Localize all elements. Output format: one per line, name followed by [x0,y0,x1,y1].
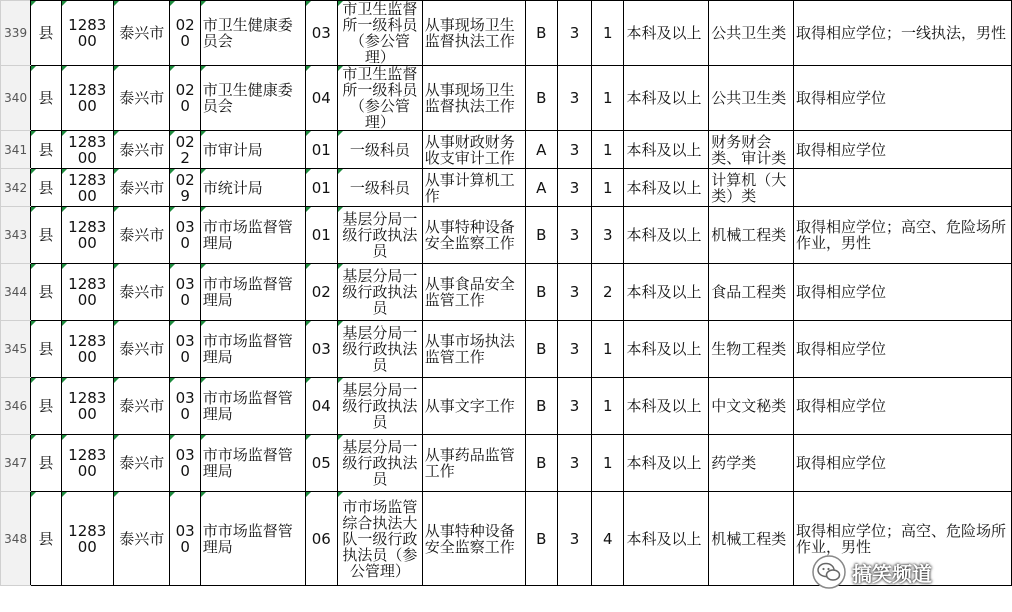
cell-category[interactable]: B [525,321,557,378]
cell-education[interactable]: 本科及以上 [624,321,709,378]
row-number[interactable]: 341 [1,131,31,169]
cell-pos-code[interactable]: 03 [305,321,337,378]
table-row [1,1,1012,66]
cell-education[interactable]: 本科及以上 [624,66,709,131]
row-number[interactable]: 339 [1,1,31,66]
cell-level[interactable]: 县 [31,1,61,66]
cell-num1[interactable]: 3 [557,378,591,435]
cell-pos-code[interactable]: 03 [305,1,337,66]
cell-level[interactable]: 县 [31,169,61,207]
cell-major[interactable]: 财务财会类、审计类 [709,131,794,169]
table-row [1,207,1012,264]
cell-pos-code[interactable]: 01 [305,169,337,207]
cell-education[interactable]: 本科及以上 [624,207,709,264]
cell-position[interactable]: 基层分局一级行政执法员 [337,321,422,378]
cell-num2[interactable]: 1 [592,378,624,435]
cell-duty[interactable]: 从事现场卫生监督执法工作 [422,1,525,66]
cell-level[interactable]: 县 [31,264,61,321]
cell-num2[interactable]: 1 [592,169,624,207]
cell-level[interactable]: 县 [31,321,61,378]
cell-category[interactable]: B [525,378,557,435]
cell-num2[interactable]: 1 [592,1,624,66]
cell-city[interactable]: 泰兴市 [113,264,170,321]
cell-category[interactable]: B [525,492,557,586]
cell-requirement[interactable]: 取得相应学位；高空、危险场所作业，男性 [793,492,1011,586]
cell-pos-code[interactable]: 05 [305,435,337,492]
cell-education[interactable]: 本科及以上 [624,378,709,435]
cell-dept[interactable]: 市卫生健康委员会 [200,1,305,66]
cell-num1[interactable]: 3 [557,492,591,586]
cell-num2[interactable]: 1 [592,131,624,169]
cell-dept-code[interactable]: 029 [170,169,200,207]
cell-requirement[interactable]: 取得相应学位 [793,321,1011,378]
cell-dept[interactable]: 市市场监督管理局 [200,378,305,435]
cell-dept-code[interactable]: 030 [170,207,200,264]
cell-position[interactable]: 基层分局一级行政执法员 [337,435,422,492]
cell-duty[interactable]: 从事特种设备安全监察工作 [422,492,525,586]
cell-position[interactable]: 基层分局一级行政执法员 [337,264,422,321]
cell-position[interactable]: 基层分局一级行政执法员 [337,378,422,435]
cell-major[interactable]: 药学类 [709,435,794,492]
cell-category[interactable]: B [525,207,557,264]
cell-dept-code[interactable]: 020 [170,66,200,131]
cell-level[interactable]: 县 [31,207,61,264]
cell-code[interactable]: 128300 [61,264,113,321]
cell-education[interactable]: 本科及以上 [624,1,709,66]
cell-city[interactable]: 泰兴市 [113,1,170,66]
cell-duty[interactable]: 从事计算机工作 [422,169,525,207]
cell-level[interactable]: 县 [31,435,61,492]
cell-num1[interactable]: 3 [557,169,591,207]
cell-dept-code[interactable]: 020 [170,1,200,66]
row-number[interactable]: 348 [1,492,31,586]
cell-duty[interactable]: 从事特种设备安全监察工作 [422,207,525,264]
cell-num1[interactable]: 3 [557,321,591,378]
row-number[interactable]: 344 [1,264,31,321]
cell-dept-code[interactable]: 022 [170,131,200,169]
cell-code[interactable]: 128300 [61,1,113,66]
cell-category[interactable]: B [525,435,557,492]
cell-num2[interactable]: 1 [592,435,624,492]
cell-num2[interactable]: 3 [592,207,624,264]
row-number[interactable]: 340 [1,66,31,131]
watermark-text: 搞笑频道 [852,561,932,586]
cell-category[interactable]: B [525,1,557,66]
table-row [1,66,1012,131]
cell-major[interactable]: 食品工程类 [709,264,794,321]
cell-category[interactable]: A [525,169,557,207]
cell-pos-code[interactable]: 01 [305,131,337,169]
cell-city[interactable]: 泰兴市 [113,492,170,586]
table-row [1,169,1012,207]
cell-requirement[interactable]: 取得相应学位 [793,378,1011,435]
cell-dept-code[interactable]: 030 [170,435,200,492]
cell-education[interactable]: 本科及以上 [624,169,709,207]
cell-code[interactable]: 128300 [61,207,113,264]
cell-num1[interactable]: 3 [557,66,591,131]
cell-duty[interactable]: 从事文字工作 [422,378,525,435]
cell-duty[interactable]: 从事财政财务收支审计工作 [422,131,525,169]
cell-code[interactable]: 128300 [61,66,113,131]
cell-level[interactable]: 县 [31,492,61,586]
cell-dept[interactable]: 市市场监督管理局 [200,435,305,492]
cell-major[interactable]: 生物工程类 [709,321,794,378]
cell-education[interactable]: 本科及以上 [624,131,709,169]
wechat-icon [812,555,846,589]
cell-education[interactable]: 本科及以上 [624,264,709,321]
cell-dept[interactable]: 市审计局 [200,131,305,169]
cell-dept[interactable]: 市市场监督管理局 [200,264,305,321]
cell-num1[interactable]: 3 [557,131,591,169]
row-number[interactable]: 345 [1,321,31,378]
table-row [1,321,1012,378]
cell-city[interactable]: 泰兴市 [113,435,170,492]
cell-dept[interactable]: 市卫生健康委员会 [200,66,305,131]
cell-requirement[interactable]: 取得相应学位 [793,66,1011,131]
cell-num2[interactable]: 1 [592,66,624,131]
cell-requirement[interactable]: 取得相应学位 [793,435,1011,492]
watermark [812,552,1008,592]
cell-requirement[interactable]: 取得相应学位；高空、危险场所作业，男性 [793,207,1011,264]
table-row [1,435,1012,492]
row-number[interactable]: 346 [1,378,31,435]
cell-num2[interactable]: 2 [592,264,624,321]
cell-level[interactable]: 县 [31,66,61,131]
cell-major[interactable]: 公共卫生类 [709,1,794,66]
table-row [1,378,1012,435]
cell-dept-code[interactable]: 030 [170,264,200,321]
cell-category[interactable]: A [525,131,557,169]
table-row [1,264,1012,321]
cell-dept[interactable]: 市统计局 [200,169,305,207]
cell-num1[interactable]: 3 [557,435,591,492]
cell-city[interactable]: 泰兴市 [113,131,170,169]
cell-requirement[interactable] [793,169,1011,207]
cell-code[interactable]: 128300 [61,321,113,378]
cell-pos-code[interactable]: 04 [305,66,337,131]
cell-dept[interactable]: 市市场监督管理局 [200,492,305,586]
cell-position[interactable]: 一级科员 [337,169,422,207]
cell-requirement[interactable]: 取得相应学位；一线执法，男性 [793,1,1011,66]
cell-dept-code[interactable]: 030 [170,492,200,586]
cell-category[interactable]: B [525,264,557,321]
cell-dept[interactable]: 市市场监督管理局 [200,321,305,378]
cell-dept-code[interactable]: 030 [170,378,200,435]
cell-duty[interactable]: 从事市场执法监管工作 [422,321,525,378]
cell-city[interactable]: 泰兴市 [113,321,170,378]
cell-dept[interactable]: 市市场监督管理局 [200,207,305,264]
cell-code[interactable]: 128300 [61,435,113,492]
cell-num1[interactable]: 3 [557,207,591,264]
row-number[interactable]: 347 [1,435,31,492]
cell-num1[interactable]: 3 [557,264,591,321]
cell-requirement[interactable]: 取得相应学位 [793,131,1011,169]
cell-major[interactable]: 中文文秘类 [709,378,794,435]
cell-duty[interactable]: 从事现场卫生监督执法工作 [422,66,525,131]
cell-position[interactable]: 市卫生监督所一级科员（参公管理） [337,66,422,131]
cell-education[interactable]: 本科及以上 [624,492,709,586]
cell-major[interactable]: 计算机（大类）类 [709,169,794,207]
table-row [1,131,1012,169]
cell-city[interactable]: 泰兴市 [113,169,170,207]
cell-code[interactable]: 128300 [61,378,113,435]
row-number[interactable]: 343 [1,207,31,264]
cell-num2[interactable]: 1 [592,321,624,378]
cell-city[interactable]: 泰兴市 [113,66,170,131]
cell-level[interactable]: 县 [31,378,61,435]
cell-pos-code[interactable]: 06 [305,492,337,586]
cell-code[interactable]: 128300 [61,492,113,586]
row-number[interactable]: 342 [1,169,31,207]
cell-city[interactable]: 泰兴市 [113,378,170,435]
cell-position[interactable]: 一级科员 [337,131,422,169]
cell-position[interactable]: 基层分局一级行政执法员 [337,207,422,264]
cell-level[interactable]: 县 [31,131,61,169]
cell-position[interactable]: 市市场监管综合执法大队一级行政执法员（参公管理） [337,492,422,586]
cell-requirement[interactable]: 取得相应学位 [793,264,1011,321]
cell-education[interactable]: 本科及以上 [624,435,709,492]
cell-duty[interactable]: 从事食品安全监管工作 [422,264,525,321]
cell-pos-code[interactable]: 01 [305,207,337,264]
cell-major[interactable]: 机械工程类 [709,492,794,586]
cell-code[interactable]: 128300 [61,131,113,169]
cell-major[interactable]: 机械工程类 [709,207,794,264]
cell-dept-code[interactable]: 030 [170,321,200,378]
cell-position[interactable]: 市卫生监督所一级科员（参公管理） [337,1,422,66]
cell-duty[interactable]: 从事药品监管工作 [422,435,525,492]
cell-category[interactable]: B [525,66,557,131]
cell-pos-code[interactable]: 02 [305,264,337,321]
cell-pos-code[interactable]: 04 [305,378,337,435]
cell-city[interactable]: 泰兴市 [113,207,170,264]
cell-code[interactable]: 128300 [61,169,113,207]
cell-num1[interactable]: 3 [557,1,591,66]
cell-num2[interactable]: 4 [592,492,624,586]
cell-major[interactable]: 公共卫生类 [709,66,794,131]
